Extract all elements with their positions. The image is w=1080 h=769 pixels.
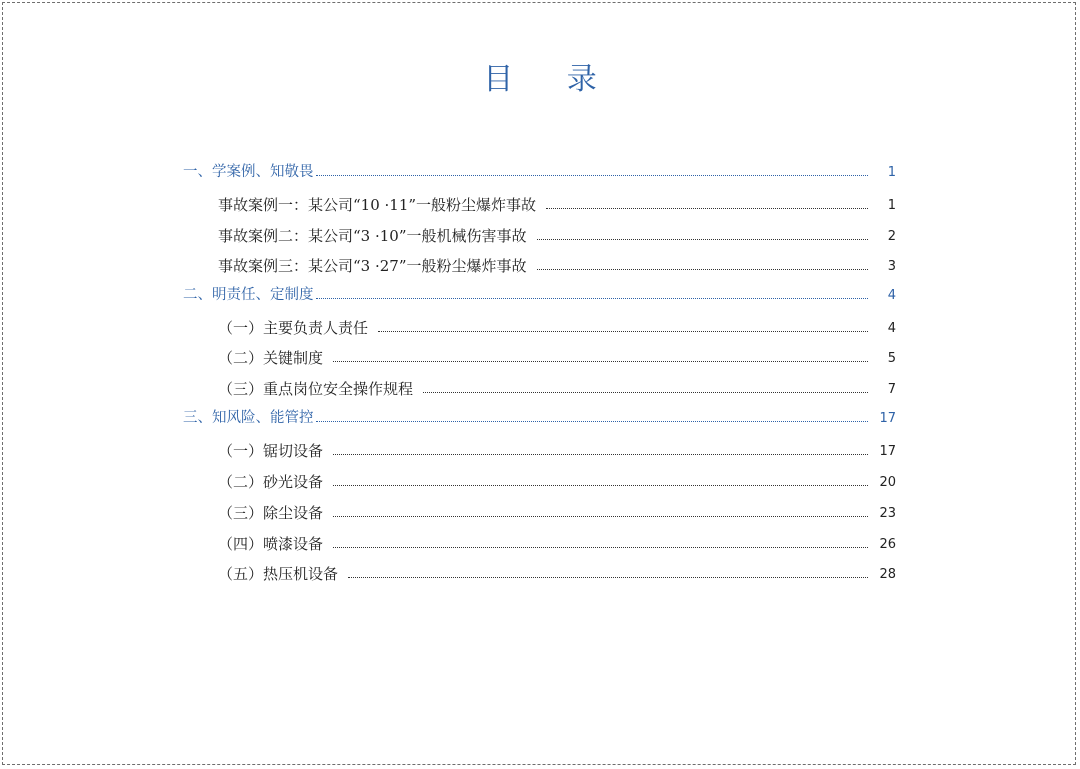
toc-page-number: 28	[879, 566, 896, 582]
dot-leader	[333, 485, 868, 486]
toc-page-number: 2	[887, 228, 896, 244]
toc-label: （一）主要负责人责任	[218, 319, 369, 337]
toc-page-number: 23	[879, 505, 896, 521]
dot-leader	[423, 392, 868, 393]
toc-entry-key-rules[interactable]	[218, 347, 896, 369]
toc-label: 三、知风险、能管控	[183, 410, 314, 426]
toc-page-number: 7	[887, 381, 896, 397]
toc-entry-dust-removal[interactable]	[218, 502, 896, 524]
page-title: 目 录	[483, 62, 619, 97]
toc-page-number: 20	[879, 474, 896, 490]
dot-leader	[333, 361, 868, 362]
toc-label: （四）喷漆设备	[218, 535, 324, 553]
dot-leader	[537, 269, 868, 270]
toc-entry-case-1[interactable]	[218, 194, 896, 216]
dot-leader	[537, 239, 868, 240]
toc-entry-sawing[interactable]	[218, 440, 896, 462]
toc-label: 事故案例二：某公司“3 ·10”一般机械伤害事故	[218, 227, 527, 245]
toc-label: 事故案例一：某公司“10 ·11”一般粉尘爆炸事故	[218, 196, 537, 214]
dot-leader	[316, 175, 869, 176]
toc-label: 二、明责任、定制度	[183, 287, 314, 303]
toc-entry-section-1[interactable]	[183, 161, 896, 183]
toc-label: （二）关键制度	[218, 349, 324, 367]
toc-entry-section-2[interactable]	[183, 284, 896, 306]
toc-entry-spray-paint[interactable]	[218, 533, 896, 555]
toc-label: （五）热压机设备	[218, 565, 339, 583]
dot-leader	[333, 516, 868, 517]
toc-entry-case-3[interactable]	[218, 255, 896, 277]
toc-page-number: 17	[879, 443, 896, 459]
dot-leader	[333, 454, 868, 455]
toc-page-number: 1	[887, 164, 896, 180]
toc-page-number: 4	[887, 287, 896, 303]
toc-page-number: 26	[879, 536, 896, 552]
toc-page-number: 17	[879, 410, 896, 426]
toc-label: （三）除尘设备	[218, 504, 324, 522]
toc-label: 事故案例三：某公司“3 ·27”一般粉尘爆炸事故	[218, 257, 527, 275]
toc-entry-section-3[interactable]	[183, 407, 896, 429]
toc-label: （二）砂光设备	[218, 473, 324, 491]
dot-leader	[316, 421, 869, 422]
toc-entry-operating-procedures[interactable]	[218, 378, 896, 400]
dot-leader	[316, 298, 869, 299]
dot-leader	[348, 577, 868, 578]
toc-entry-responsibility[interactable]	[218, 317, 896, 339]
toc-page-number: 3	[887, 258, 896, 274]
dot-leader	[546, 208, 868, 209]
toc-entry-sanding[interactable]	[218, 471, 896, 493]
dot-leader	[333, 547, 868, 548]
toc-entry-hot-press[interactable]	[218, 563, 896, 585]
toc-label: 一、学案例、知敬畏	[183, 164, 314, 180]
dot-leader	[378, 331, 868, 332]
toc-page-number: 4	[887, 320, 896, 336]
toc-page-number: 5	[887, 350, 896, 366]
toc-entry-case-2[interactable]	[218, 225, 896, 247]
toc-page-number: 1	[887, 197, 896, 213]
toc-label: （三）重点岗位安全操作规程	[218, 380, 414, 398]
toc-label: （一）锯切设备	[218, 442, 324, 460]
